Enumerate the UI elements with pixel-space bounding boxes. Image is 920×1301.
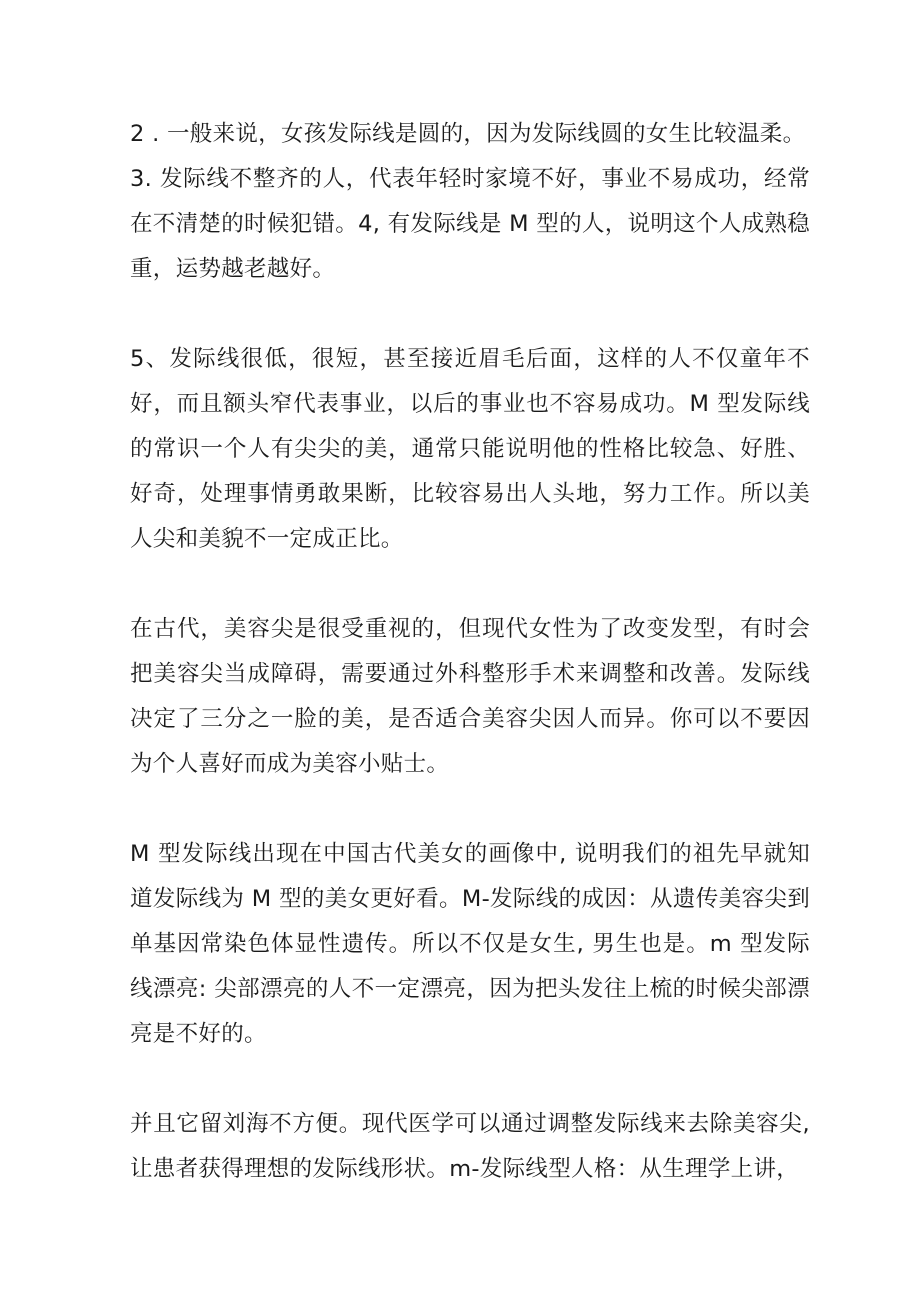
paragraph-2: 3. 发际线不整齐的人，代表年轻时家境不好，事业不易成功，经常在不清楚的时候犯错。4, 有发际线是 M 型的人，说明这个人成熟稳重，运势越老越好。 [130,166,810,282]
paragraph-5: M 型发际线出现在中国古代美女的画像中, 说明我们的祖先早就知道发际线为 M 型的美女更好看。M-发际线的成因：从遗传美容尖到单基因常染色体显性遗传。所以不仅是女生, 男生也是。m 型发际线漂亮: 尖部漂亮的人不一定漂亮，因为把头发往上梳的时候尖部漂亮是不好的。 [130,841,810,1047]
paragraph-6: 并且它留刘海不方便。现代医学可以通过调整发际线来去除美容尖, 让患者获得理想的发际线形状。m-发际线型人格：从生理学上讲， [130,1111,810,1182]
document-body [130,112,810,1237]
paragraph-1: 2 . 一般来说，女孩发际线是圆的，因为发际线圆的女生比较温柔。 [130,121,806,147]
paragraph-3: 5、发际线很低，很短，甚至接近眉毛后面，这样的人不仅童年不好，而且额头窄代表事业，以后的事业也不容易成功。M 型发际线的常识一个人有尖尖的美，通常只能说明他的性格比较急、好胜、好奇，处理事情勇敢果断，比较容易出人头地，努力工作。所以美人尖和美貌不一定成正比。 [130,346,810,552]
paragraph-4: 在古代，美容尖是很受重视的，但现代女性为了改变发型，有时会把美容尖当成障碍，需要通过外科整形手术来调整和改善。发际线决定了三分之一脸的美，是否适合美容尖因人而异。你可以不要因为个人喜好而成为美容小贴士。 [130,616,810,777]
